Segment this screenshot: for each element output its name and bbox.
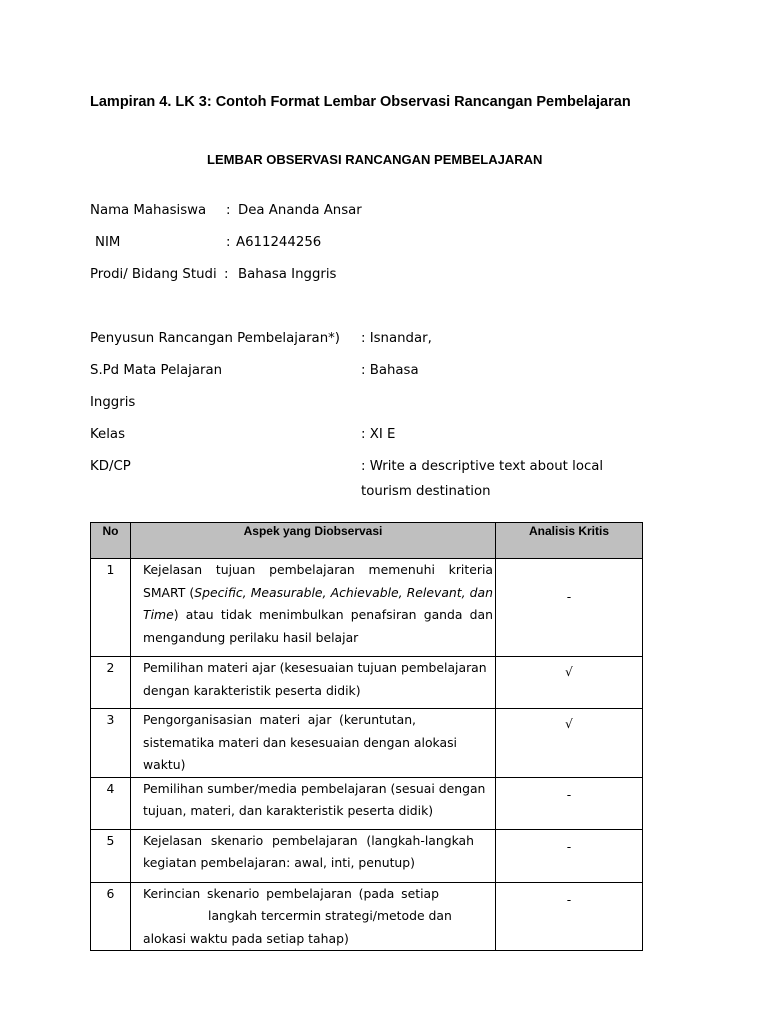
mapel-label: S.Pd Mata Pelajaran bbox=[90, 363, 223, 378]
row-number: 3 bbox=[91, 709, 131, 778]
nim-label: NIM bbox=[95, 235, 121, 250]
row-aspect-line: Kejelasan skenario pembelajaran (langkah-langkah bbox=[143, 832, 474, 848]
row-aspect bbox=[131, 882, 496, 951]
prodi-value: Bahasa Inggris bbox=[238, 267, 337, 282]
row-aspect-line: waktu) bbox=[143, 757, 186, 772]
form-title: LEMBAR OBSERVASI RANCANGAN PEMBELAJARAN bbox=[207, 152, 543, 167]
row-aspect-line: Kejelasan tujuan pembelajaran memenuhi kriteria bbox=[143, 562, 493, 577]
row-aspect-line: Pemilihan materi ajar (kesesuaian tujuan pembelajaran bbox=[143, 660, 487, 675]
row-aspect-italic: Time bbox=[143, 607, 174, 622]
row-aspect bbox=[131, 709, 496, 778]
row-aspect bbox=[131, 559, 496, 657]
header-analisis: Analisis Kritis bbox=[496, 523, 643, 559]
row-aspect-line: Pemilihan sumber/media pembelajaran (sesuai dengan bbox=[143, 780, 486, 796]
kdcp-value-line1: : Write a descriptive text about local bbox=[361, 459, 604, 474]
table-row bbox=[91, 777, 643, 829]
row-analysis: √ bbox=[496, 709, 643, 778]
kelas-value: : XI E bbox=[361, 427, 396, 442]
row-aspect-line: alokasi waktu pada setiap tahap) bbox=[143, 930, 349, 946]
row-aspect-line bbox=[143, 582, 493, 605]
kdcp-value-line2: tourism destination bbox=[361, 484, 491, 499]
penyusun-label: Penyusun Rancangan Pembelajaran*) bbox=[90, 331, 340, 346]
row-number: 2 bbox=[91, 657, 131, 709]
table-row bbox=[91, 829, 643, 882]
student-name-label: Nama Mahasiswa bbox=[90, 203, 207, 218]
row-aspect-line: tujuan, materi, dan karakteristik peserta didik) bbox=[143, 803, 434, 818]
row-aspect-line: kegiatan pembelajaran: awal, inti, penutup) bbox=[143, 855, 415, 870]
mapel-value: : Bahasa bbox=[361, 363, 419, 378]
row-aspect-text: ) atau tidak menimbulkan penafsiran ganda dan bbox=[173, 607, 493, 622]
nim-value: A611244256 bbox=[236, 235, 322, 250]
row-aspect bbox=[131, 777, 496, 829]
header-aspek: Aspek yang Diobservasi bbox=[131, 523, 496, 559]
row-aspect-text: SMART ( bbox=[143, 584, 195, 600]
row-aspect-line: mengandung perilaku hasil belajar bbox=[143, 629, 359, 645]
row-number: 5 bbox=[91, 829, 131, 882]
table-row bbox=[91, 882, 643, 951]
row-aspect bbox=[131, 829, 496, 882]
mapel-wrap: Inggris bbox=[90, 395, 136, 410]
row-aspect-line: Kerincian skenario pembelajaran (pada setiap bbox=[143, 885, 439, 901]
table-row bbox=[91, 657, 643, 709]
prodi-label: Prodi/ Bidang Studi bbox=[90, 267, 217, 282]
kdcp-label: KD/CP bbox=[90, 459, 131, 474]
prodi-colon: : bbox=[224, 267, 229, 282]
row-aspect-line bbox=[143, 604, 493, 627]
row-number: 6 bbox=[91, 882, 131, 951]
row-analysis: √ bbox=[496, 657, 643, 709]
document-title: Lampiran 4. LK 3: Contoh Format Lembar Observasi Rancangan Pembelajaran bbox=[90, 94, 631, 110]
row-analysis: - bbox=[496, 777, 643, 829]
row-aspect-line: dengan karakteristik peserta didik) bbox=[143, 682, 361, 698]
nim-colon: : bbox=[226, 235, 231, 250]
row-aspect-italic: Specific, Measurable, Achievable, Relevant, dan bbox=[194, 584, 493, 600]
table-row bbox=[91, 559, 643, 657]
row-aspect-line: langkah tercermin strategi/metode dan bbox=[208, 908, 452, 923]
table-row bbox=[91, 709, 643, 778]
header-no: No bbox=[91, 523, 131, 559]
observation-table bbox=[90, 522, 643, 951]
row-number: 4 bbox=[91, 777, 131, 829]
row-analysis: - bbox=[496, 559, 643, 657]
kelas-label: Kelas bbox=[90, 427, 126, 442]
student-name-value: Dea Ananda Ansar bbox=[238, 203, 362, 218]
penyusun-value: : Isnandar, bbox=[361, 331, 432, 346]
table-header-row bbox=[91, 523, 643, 559]
row-analysis: - bbox=[496, 829, 643, 882]
row-aspect bbox=[131, 657, 496, 709]
row-analysis: - bbox=[496, 882, 643, 951]
row-aspect-line: Pengorganisasian materi ajar (keruntutan, bbox=[143, 712, 416, 727]
row-aspect-line: sistematika materi dan kesesuaian dengan alokasi bbox=[143, 734, 457, 750]
row-number: 1 bbox=[91, 559, 131, 657]
student-name-colon: : bbox=[226, 203, 231, 218]
